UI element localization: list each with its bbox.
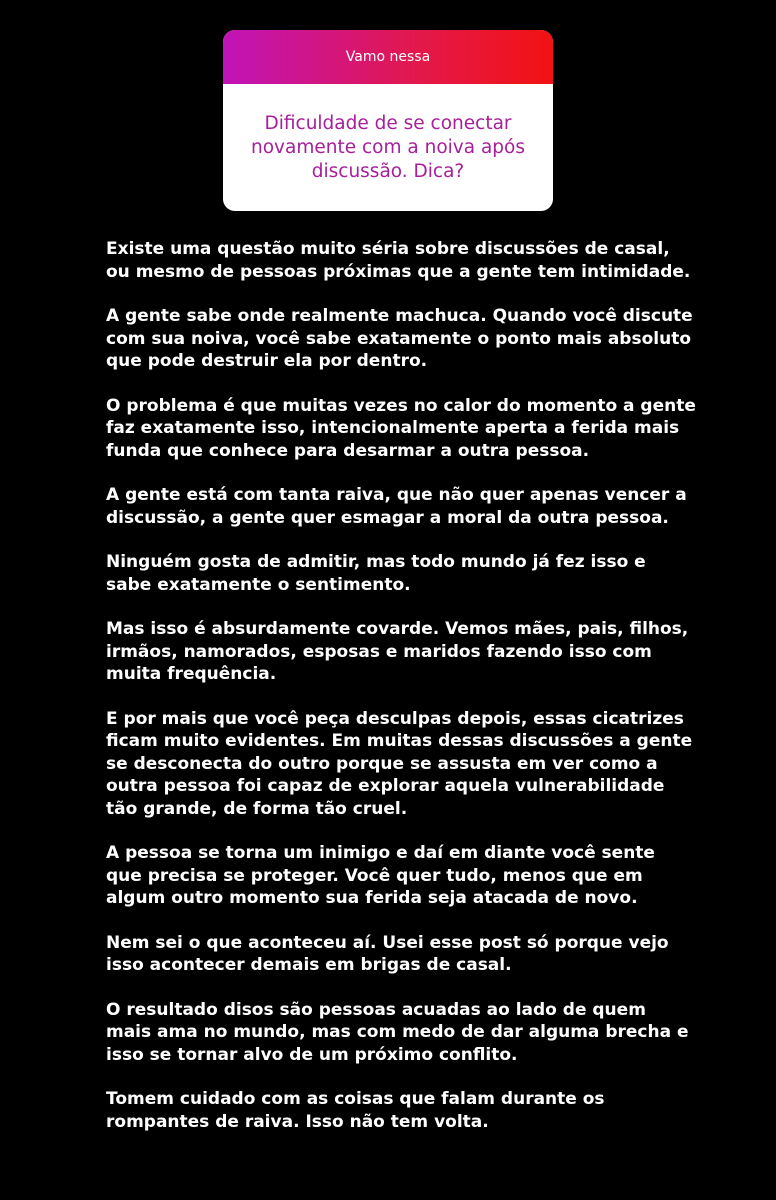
story-paragraph: Tomem cuidado com as coisas que falam durante os rompantes de raiva. Isso não tem volta. <box>106 1089 605 1132</box>
story-text-block <box>106 238 696 1133</box>
story-paragraph: O problema é que muitas vezes no calor do momento a gente faz exatamente isso, intencionalmente aperta a ferida mais funda que conhece para desarmar a outra pessoa. <box>106 395 696 461</box>
story-paragraph: E por mais que você peça desculpas depois, essas cicatrizes ficam muito evidentes. Em muitas dessas discussões a gente se desconecta do outro porque se assusta em ver como a outra pessoa foi capaz de explorar aquela vulnerabilidade tão grande, de forma tão cruel. <box>106 708 693 819</box>
story-paragraph: Nem sei o que aconteceu aí. Usei esse post só porque vejo isso acontecer demais em brigas de casal. <box>106 932 669 975</box>
story-paragraph: O resultado disos são pessoas acuadas ao lado de quem mais ama no mundo, mas com medo de dar alguma brecha e isso se tornar alvo de um próximo conflito. <box>106 999 689 1065</box>
question-sticker-header <box>223 30 553 84</box>
story-paragraph: A gente está com tanta raiva, que não quer apenas vencer a discussão, a gente quer esmagar a moral da outra pessoa. <box>106 485 687 528</box>
story-paragraph: A pessoa se torna um inimigo e daí em diante você sente que precisa se proteger. Você quer tudo, menos que em algum outro momento sua ferida seja atacada de novo. <box>106 843 655 908</box>
story-paragraph: A gente sabe onde realmente machuca. Quando você discute com sua noiva, você sabe exatamente o ponto mais absoluto que pode destruir ela por dentro. <box>106 306 693 371</box>
story-paragraph: Existe uma questão muito séria sobre discussões de casal, ou mesmo de pessoas próximas que a gente tem intimidade. <box>106 239 691 282</box>
story-paragraph: Mas isso é absurdamente covarde. Vemos mães, pais, filhos, irmãos, namorados, esposas e maridos fazendo isso com muita frequência. <box>106 619 689 684</box>
question-sticker-body <box>223 84 553 211</box>
question-sticker-question: Dificuldade de se conectar novamente com a noiva após discussão. Dica? <box>251 112 525 182</box>
question-sticker[interactable] <box>223 30 553 211</box>
story-paragraph: Ninguém gosta de admitir, mas todo mundo já fez isso e sabe exatamente o sentimento. <box>106 552 646 595</box>
question-sticker-header-label: Vamo nessa <box>345 49 431 65</box>
